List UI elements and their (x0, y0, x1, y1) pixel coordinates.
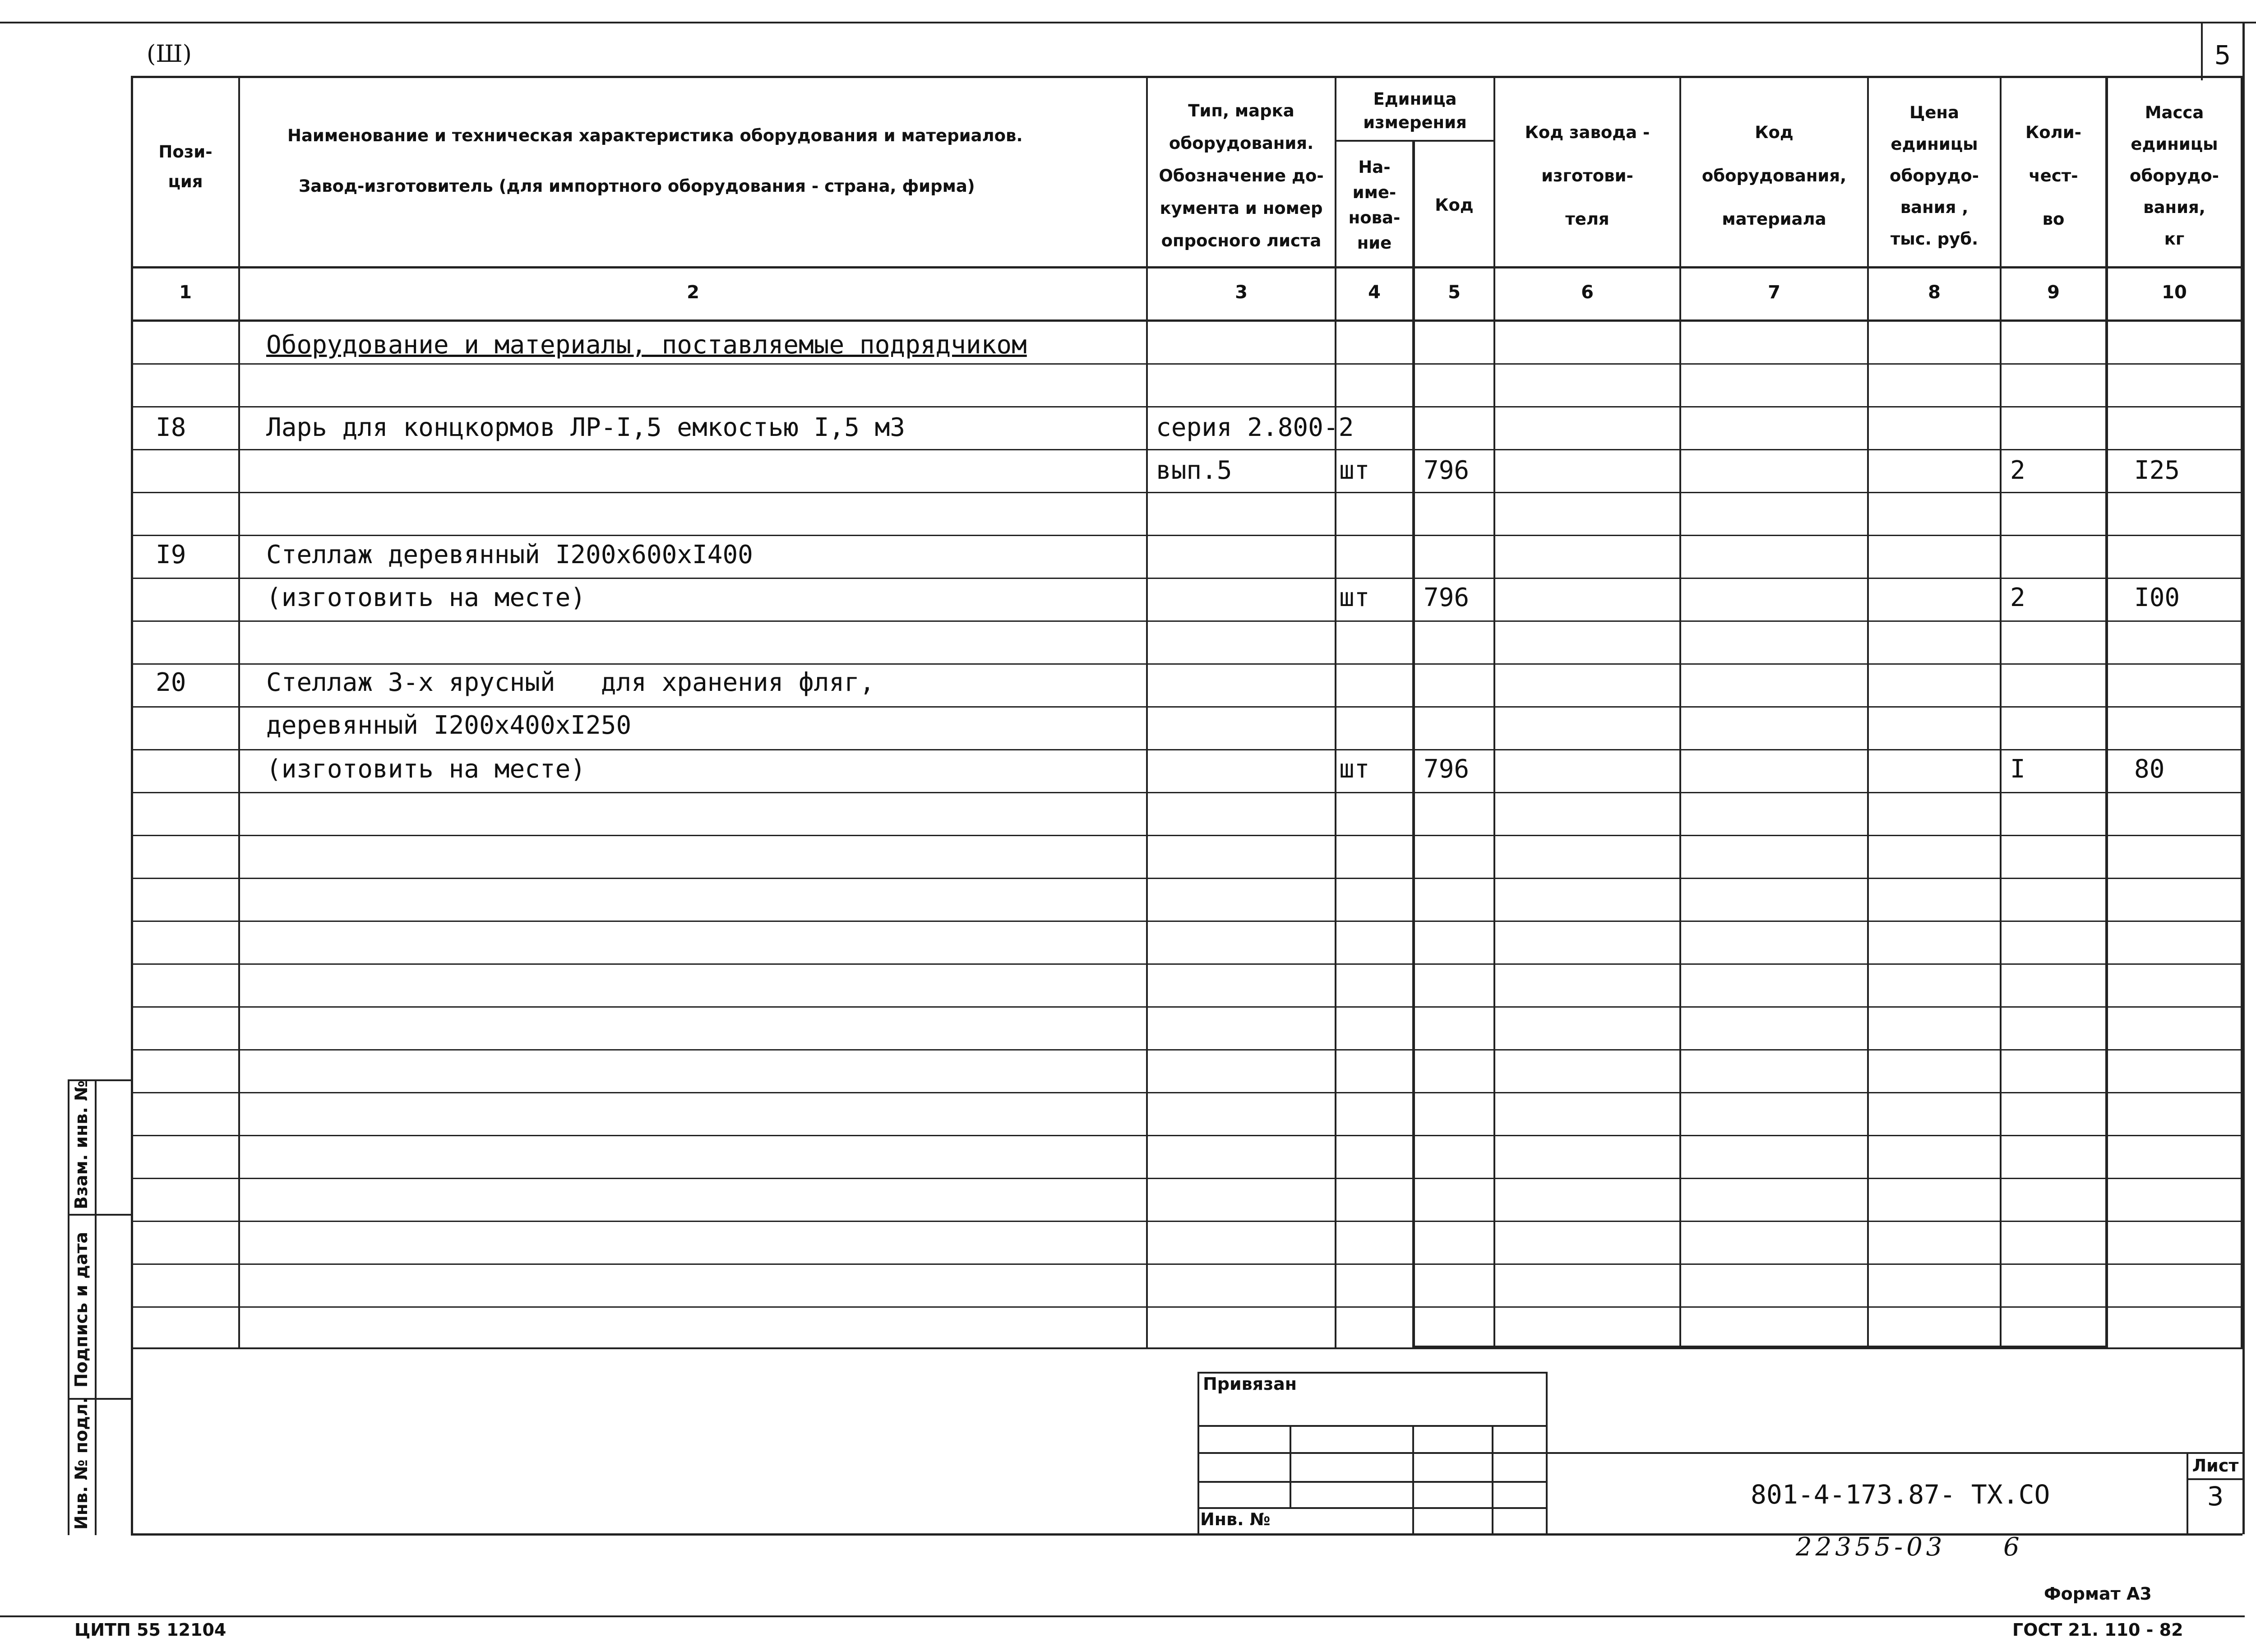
cell-quantity: I (2010, 754, 2025, 784)
col-div-7 (1867, 76, 1869, 1348)
page-number: 5 (2214, 40, 2231, 70)
side-stamp-left (68, 1079, 69, 1535)
row-line (131, 1263, 2242, 1265)
sheet-mark: (Ш) (147, 41, 192, 68)
row-line (131, 535, 2242, 536)
col-number-2: 2 (687, 282, 699, 303)
tb-list-div (2187, 1478, 2242, 1480)
cell-position: I9 (156, 540, 186, 569)
row-line (131, 749, 2242, 750)
header-col8: Цена единицы оборудо- вания , тыс. руб. (1890, 103, 1979, 249)
header-col3: Тип, марка оборудования. Обозначение до- кумента и номер опросного листа (1159, 101, 1324, 250)
cell-mass: I25 (2134, 456, 2180, 485)
frame-bottom (0, 1615, 2245, 1617)
cell-name: (изготовить на месте) (266, 754, 586, 784)
row-line (131, 963, 2242, 965)
cell-type: вып.5 (1156, 456, 1232, 485)
col-number-8: 8 (1928, 282, 1941, 303)
header-col2-line1: Наименование и техническая характеристика оборудования и материалов. (287, 126, 1023, 145)
cell-code: 796 (1424, 583, 1470, 612)
row-line (131, 1306, 2242, 1308)
tb-col2 (1412, 1425, 1414, 1534)
frame-top (0, 22, 2256, 23)
row-line (131, 1006, 2242, 1008)
tb-row2 (1197, 1452, 1548, 1454)
frame-right (2242, 22, 2245, 1534)
row-line (131, 921, 2242, 922)
side-stamp-div1 (68, 1214, 133, 1216)
footer-format: Формат А3 (2044, 1584, 2152, 1604)
tb-col3 (1492, 1425, 1493, 1534)
cell-code: 796 (1424, 456, 1470, 485)
row-line (131, 449, 2242, 450)
col-div-5 (1493, 76, 1495, 1348)
cell-mass: 80 (2134, 754, 2165, 784)
col-number-5: 5 (1448, 282, 1461, 303)
col-div-1 (238, 76, 240, 1348)
col-number-10: 10 (2162, 282, 2187, 303)
cell-position: 20 (156, 668, 186, 697)
cell-unit: шт (1339, 754, 1370, 784)
row-line (131, 792, 2242, 793)
row-line (131, 1135, 2242, 1136)
header-col10: Масса единицы оборудо- вания, кг (2130, 103, 2219, 249)
col-number-7: 7 (1768, 282, 1780, 303)
cell-name: Ларь для концкормов ЛР-I,5 емкостью I,5 м3 (266, 413, 906, 442)
unit-group-divider (1335, 140, 1495, 142)
col-number-9: 9 (2047, 282, 2060, 303)
col-number-6: 6 (1581, 282, 1594, 303)
cell-quantity: 2 (2010, 583, 2025, 612)
col-div-8 (2000, 76, 2002, 1348)
col-number-4: 4 (1368, 282, 1381, 303)
header-col5: Код (1435, 195, 1474, 215)
col-number-3: 3 (1235, 282, 1248, 303)
footer-handwritten: 22355-03 (1796, 1532, 1946, 1562)
body-bottom-heavy (1412, 1346, 2108, 1349)
row-line (131, 1221, 2242, 1222)
side-stamp-vzam: Взам. инв. № (71, 1080, 91, 1209)
tb-main-top (1546, 1452, 2242, 1454)
tb-privyazan-top (1197, 1372, 1548, 1374)
row-line (131, 406, 2242, 407)
cell-quantity: 2 (2010, 456, 2025, 485)
row-line (131, 706, 2242, 708)
tb-col1 (1290, 1425, 1291, 1507)
tb-row3 (1197, 1481, 1548, 1483)
col-div-10 (2241, 76, 2242, 1348)
section-title: Оборудование и материалы, поставляемые подрядчиком (266, 330, 1027, 360)
footer-gost: ГОСТ 21. 110 - 82 (2012, 1620, 2183, 1640)
row-line (131, 663, 2242, 665)
col-div-6 (1679, 76, 1681, 1348)
footer-left: ЦИТП 55 12104 (74, 1620, 227, 1640)
row-line (131, 492, 2242, 493)
row-line (131, 1049, 2242, 1050)
cell-position: I8 (156, 413, 186, 442)
tb-privyazan: Привязан (1203, 1374, 1297, 1394)
row-line (131, 835, 2242, 836)
cell-name: (изготовить на месте) (266, 583, 586, 612)
tb-list-number: 3 (2207, 1481, 2224, 1512)
side-stamp-inv: Инв. № подл. (71, 1397, 91, 1530)
header-col1: Пози- ция (158, 142, 213, 191)
tb-row4 (1197, 1507, 1548, 1509)
tb-inv-no: Инв. № (1200, 1509, 1271, 1529)
table-top (131, 76, 2242, 78)
col-div-3 (1335, 76, 1336, 1348)
row-line (131, 578, 2242, 579)
cell-name: Стеллаж деревянный I200x600xI400 (266, 540, 753, 569)
footer-handwritten-num: 6 (2003, 1532, 2020, 1562)
row-line (131, 363, 2242, 365)
tb-row1 (1197, 1425, 1548, 1427)
row-line (131, 1178, 2242, 1179)
header-col9: Коли- чест- во (2025, 123, 2082, 229)
col-number-1: 1 (179, 282, 192, 303)
tb-designation: 801-4-173.87- ТХ.СО (1751, 1479, 2050, 1510)
header-col4: На- име- нова- ние (1348, 157, 1401, 253)
header-col2-line2: Завод-изготовитель (для импортного оборудования - страна, фирма) (299, 176, 975, 196)
header-col6: Код завода - изготови- теля (1525, 123, 1650, 229)
numbers-bottom (131, 319, 2242, 322)
cell-name: деревянный I200x400xI250 (266, 711, 632, 740)
cell-unit: шт (1339, 456, 1370, 485)
row-line (131, 878, 2242, 879)
cell-mass: I00 (2134, 583, 2180, 612)
side-stamp-inner (95, 1079, 97, 1535)
header-unit-group: Единица измерения (1363, 89, 1467, 132)
header-col7: Код оборудования, материала (1701, 123, 1847, 229)
cell-code: 796 (1424, 754, 1470, 784)
header-bottom (131, 266, 2242, 268)
tb-list-label: Лист (2192, 1456, 2239, 1476)
row-line (131, 620, 2242, 622)
cell-unit: шт (1339, 583, 1370, 612)
cell-name: Стеллаж 3-х ярусный для хранения фляг, (266, 668, 875, 697)
row-line (131, 1092, 2242, 1093)
side-stamp-podpis: Подпись и дата (71, 1231, 91, 1388)
cell-type: серия 2.800-2 (1156, 413, 1354, 442)
col-div-4 (1412, 140, 1415, 1348)
col-div-2 (1146, 76, 1148, 1348)
col-div-9 (2105, 76, 2108, 1348)
